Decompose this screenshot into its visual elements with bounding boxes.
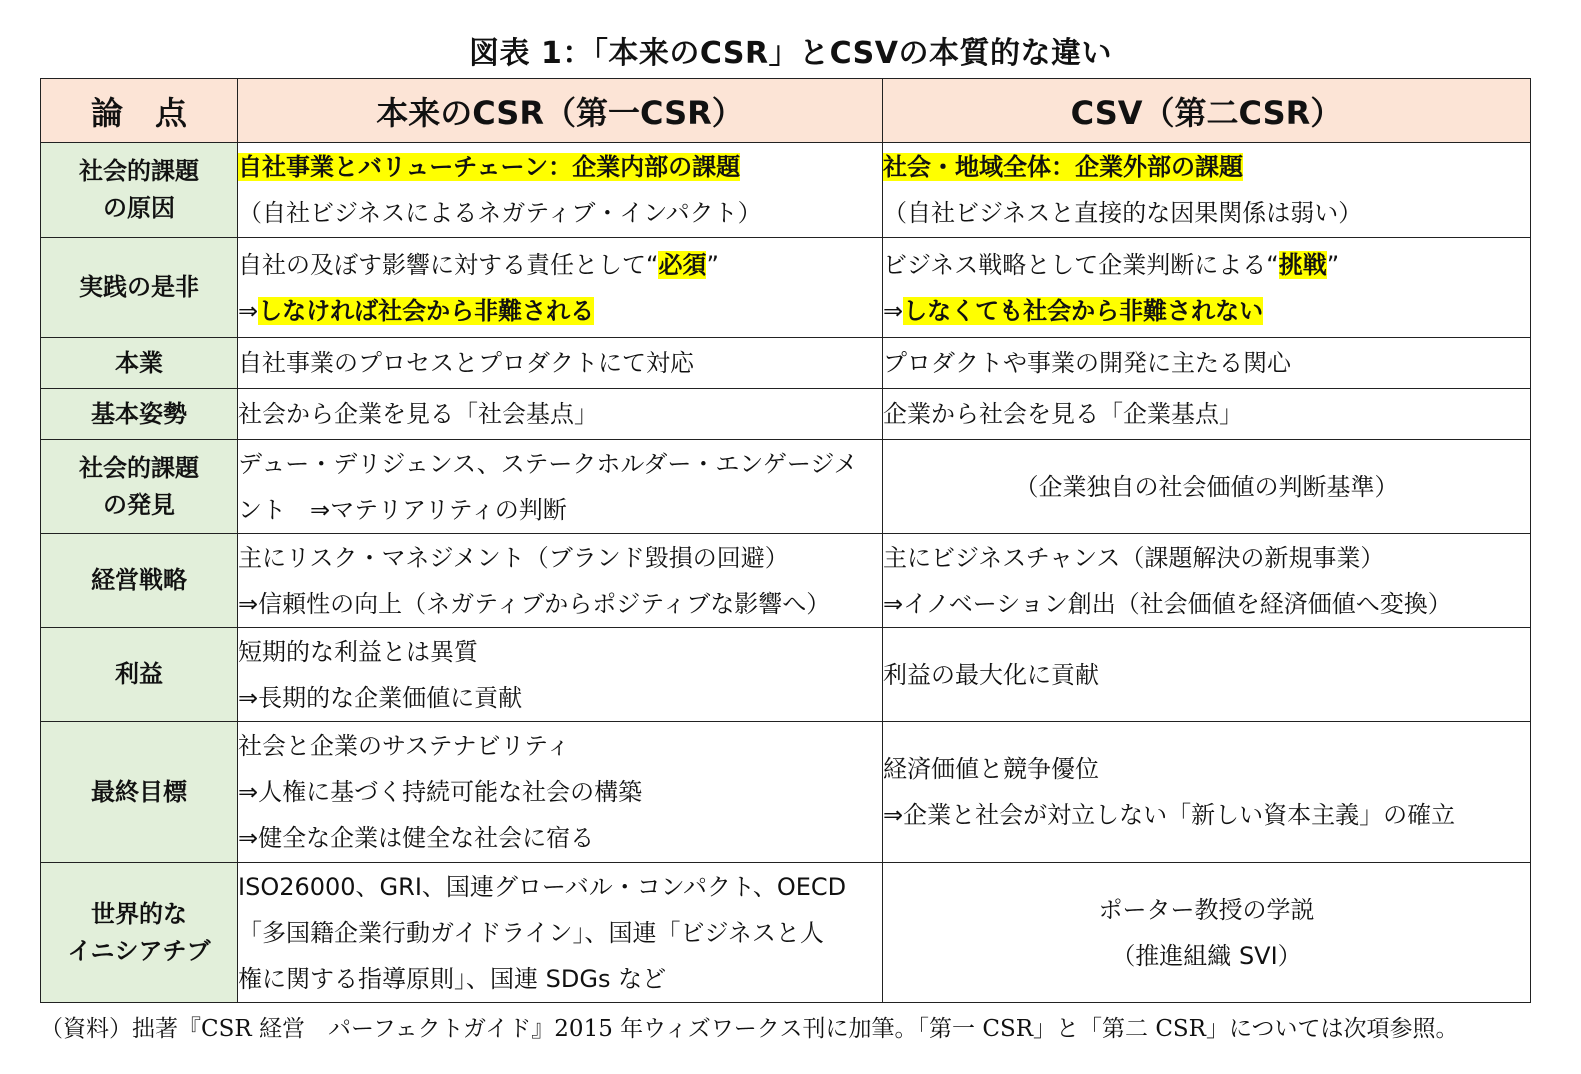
- text-segment: （企業独自の社会価値の判断基準）: [1014, 472, 1399, 501]
- csv-text-line: [883, 746, 1530, 792]
- point-label-line: 最終目標: [91, 777, 187, 806]
- text-segment: デュー・デリジェンス、ステークホルダー・エンゲージメ: [238, 449, 858, 478]
- text-segment: ビジネス戦略として企業判断による“: [883, 250, 1279, 279]
- csr-text-line: [238, 769, 882, 815]
- csv-cell: [883, 722, 1531, 863]
- text-segment: 経済価値と競争優位: [883, 755, 1099, 783]
- csv-cell: [883, 238, 1531, 338]
- table-row: [41, 238, 1531, 338]
- header-csr: 本来のCSR（第一CSR）: [238, 79, 883, 143]
- highlighted-text: しなくても社会から非難されない: [903, 296, 1264, 325]
- highlighted-text: しなければ社会から非難される: [258, 296, 595, 325]
- text-segment: （自社ビジネスによるネガティブ・インパクト）: [238, 199, 762, 227]
- csv-cell: [883, 389, 1531, 440]
- row-point-cell: [41, 389, 238, 440]
- header-point: 論 点: [41, 79, 238, 143]
- text-segment: 主にビジネスチャンス（課題解決の新規事業）: [883, 543, 1385, 572]
- csv-text-line: [883, 242, 1530, 288]
- row-point-cell: [41, 863, 238, 1003]
- csr-text-line: [238, 288, 882, 334]
- row-point-cell: [41, 440, 238, 534]
- table-body: [41, 143, 1531, 1003]
- text-segment: （推進組織 SVI）: [1111, 941, 1302, 970]
- text-segment: ”: [1326, 250, 1340, 279]
- table-row: [41, 534, 1531, 628]
- text-segment: ⇒信頼性の向上（ネガティブからポジティブな影響へ）: [238, 589, 831, 618]
- csr-text-line: [238, 190, 882, 236]
- text-segment: ISO26000、GRI、国連グローバル・コンパクト、OECD: [238, 872, 847, 901]
- table-row: [41, 722, 1531, 863]
- point-label-line: 実践の是非: [79, 273, 199, 301]
- csr-text-line: [238, 815, 882, 861]
- text-segment: プロダクトや事業の開発に主たる関心: [883, 349, 1291, 377]
- text-segment: 「多国籍企業行動ガイドライン」、国連「ビジネスと人: [238, 918, 824, 947]
- text-segment: 権に関する指導原則」、国連 SDGs など: [238, 964, 667, 993]
- csv-text-line: [883, 933, 1530, 979]
- point-label-line: 基本姿勢: [91, 399, 187, 428]
- text-segment: ⇒長期的な企業価値に貢献: [238, 683, 523, 712]
- point-label-line: 利益: [115, 660, 163, 688]
- csr-text-line: [238, 535, 882, 581]
- figure-title: 図表 1：「本来のCSR」とCSVの本質的な違い: [469, 36, 1112, 71]
- csr-cell: [238, 722, 883, 863]
- csv-cell: [883, 440, 1531, 534]
- text-segment: ⇒イノベーション創出（社会価値を経済価値へ変換）: [883, 589, 1452, 618]
- csv-text-line: [883, 464, 1530, 510]
- highlighted-text: 自社事業とバリューチェーン：企業内部の課題: [238, 153, 741, 181]
- text-segment: 短期的な利益とは異質: [238, 637, 478, 666]
- csr-text-line: [238, 242, 882, 288]
- text-segment: ⇒人権に基づく持続可能な社会の構築: [238, 778, 643, 806]
- point-label-line: 経営戦略: [91, 566, 187, 594]
- csv-text-line: [883, 391, 1530, 437]
- csv-cell: [883, 338, 1531, 389]
- point-label-line: 社会的課題: [79, 453, 199, 482]
- csr-cell: [238, 628, 883, 722]
- csr-cell: [238, 143, 883, 238]
- csv-cell: [883, 143, 1531, 238]
- csr-text-line: [238, 675, 882, 721]
- source-note: （資料）拙著『CSR 経営 パーフェクトガイド』2015 年ウィズワークス刊に加筆。「第一 CSR」と「第二 CSR」については次項参照。: [40, 1016, 1459, 1042]
- row-point-cell: [41, 534, 238, 628]
- csr-text-line: [238, 629, 882, 675]
- text-segment: ”: [706, 250, 719, 279]
- text-segment: ⇒: [238, 296, 259, 325]
- csv-text-line: [883, 792, 1530, 838]
- text-segment: ポーター教授の学説: [1098, 895, 1315, 924]
- text-segment: 利益の最大化に貢献: [883, 660, 1099, 689]
- text-segment: 主にリスク・マネジメント（ブランド毀損の回避）: [238, 543, 789, 572]
- csv-text-line: [883, 581, 1530, 627]
- text-segment: （自社ビジネスと直接的な因果関係は弱い）: [883, 199, 1363, 227]
- point-label-line: の原因: [103, 194, 175, 222]
- highlighted-text: 挑戦: [1278, 250, 1327, 279]
- comparison-table: [40, 78, 1531, 1003]
- csv-text-line: [883, 887, 1530, 933]
- csr-text-line: [238, 956, 882, 1002]
- csr-cell: [238, 238, 883, 338]
- table-row: [41, 628, 1531, 722]
- csr-text-line: [238, 864, 882, 910]
- csv-cell: [883, 628, 1531, 722]
- csr-text-line: [238, 723, 882, 769]
- text-segment: 企業から社会を見る「企業基点」: [883, 400, 1243, 428]
- point-label-line: の発見: [103, 490, 175, 519]
- csv-text-line: [883, 288, 1530, 334]
- text-segment: ント ⇒マテリアリティの判断: [238, 495, 567, 524]
- csv-cell: [883, 863, 1531, 1003]
- csr-text-line: [238, 441, 882, 487]
- highlighted-text: 必須: [658, 250, 707, 279]
- table-row: [41, 863, 1531, 1003]
- table-row: [41, 338, 1531, 389]
- point-label-line: 世界的な: [91, 899, 187, 928]
- csr-text-line: [238, 391, 882, 437]
- csr-text-line: [238, 910, 882, 956]
- header-row: [41, 79, 1531, 143]
- text-segment: 社会と企業のサステナビリティ: [238, 732, 571, 760]
- csv-text-line: [883, 190, 1530, 236]
- csv-text-line: [883, 535, 1530, 581]
- row-point-cell: [41, 628, 238, 722]
- row-point-cell: [41, 722, 238, 863]
- highlighted-text: 社会・地域全体：企業外部の課題: [883, 153, 1243, 181]
- text-segment: 社会から企業を見る「社会基点」: [238, 400, 598, 428]
- row-point-cell: [41, 143, 238, 238]
- header-csv: CSV（第二CSR）: [883, 79, 1531, 143]
- text-segment: ⇒: [883, 296, 904, 325]
- csv-text-line: [883, 144, 1530, 190]
- csr-cell: [238, 534, 883, 628]
- point-label-line: イニシアチブ: [67, 936, 211, 965]
- row-point-cell: [41, 338, 238, 389]
- csv-text-line: [883, 652, 1530, 698]
- point-label-line: 本業: [115, 348, 163, 377]
- csr-cell: [238, 338, 883, 389]
- csv-cell: [883, 534, 1531, 628]
- csr-cell: [238, 440, 883, 534]
- text-segment: 自社の及ぼす影響に対する責任として“: [238, 250, 659, 279]
- csv-text-line: [883, 340, 1530, 386]
- csr-text-line: [238, 581, 882, 627]
- table-row: [41, 389, 1531, 440]
- csr-text-line: [238, 144, 882, 190]
- csr-cell: [238, 863, 883, 1003]
- csr-text-line: [238, 487, 882, 533]
- csr-cell: [238, 389, 883, 440]
- text-segment: ⇒健全な企業は健全な社会に宿る: [238, 824, 595, 852]
- text-segment: 自社事業のプロセスとプロダクトにて対応: [238, 349, 694, 377]
- csr-text-line: [238, 340, 882, 386]
- text-segment: ⇒企業と社会が対立しない「新しい資本主義」の確立: [883, 801, 1456, 829]
- row-point-cell: [41, 238, 238, 338]
- point-label-line: 社会的課題: [79, 157, 199, 185]
- table-row: [41, 143, 1531, 238]
- table-row: [41, 440, 1531, 534]
